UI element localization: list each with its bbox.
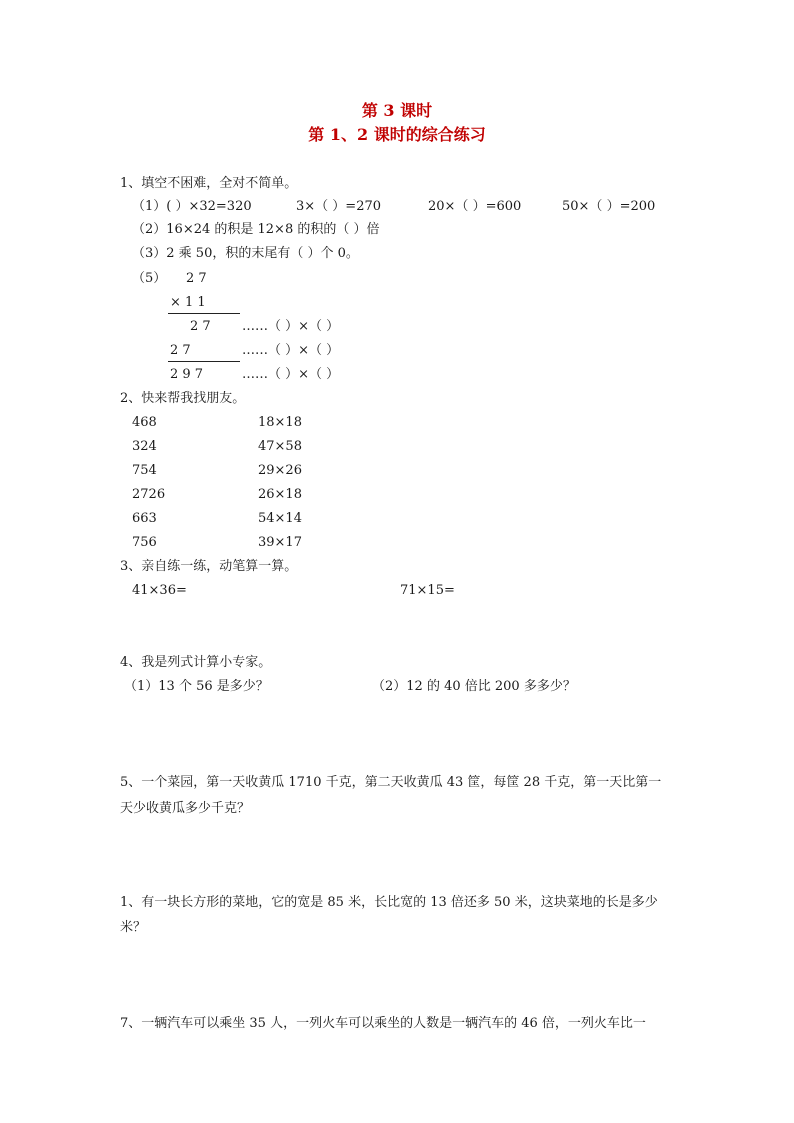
q1-item3: （3）2 乘 50，积的末尾有（ ）个 0。 <box>132 246 359 261</box>
q2-left-item: 468 <box>132 415 157 430</box>
q7-line1: 7、一辆汽车可以乘坐 35 人，一列火车可以乘坐的人数是一辆汽车的 46 倍，一列火车比一 <box>120 1016 646 1031</box>
q2-left-item: 324 <box>132 439 157 454</box>
q1-item1-a: （1）( ）×32=320 <box>132 199 252 214</box>
blank-row-1: ……（ ）×（ ） <box>242 319 340 334</box>
q1-item1-b: 3×（ ）=270 <box>296 199 382 214</box>
blank-row-2: ……（ ）×（ ） <box>242 343 340 358</box>
vertical-multiplicand: 2 7 <box>186 271 207 286</box>
q2-left-item: 756 <box>132 535 157 550</box>
q2-right-item: 18×18 <box>258 415 302 430</box>
q4-problem-b: （2）12 的 40 倍比 200 多多少？ <box>372 679 576 694</box>
q2-left-item: 754 <box>132 463 157 478</box>
vertical-divider-1 <box>168 313 240 314</box>
q2-heading: 2、快来帮我找朋友。 <box>120 391 246 406</box>
q4-problem-a: （1）13 个 56 是多少？ <box>124 679 269 694</box>
q6-line1: 1、有一块长方形的菜地，它的宽是 85 米，长比宽的 13 倍还多 50 米，这块菜地的长是多少 <box>120 895 658 910</box>
q1-heading: 1、填空不困难，全对不简单。 <box>120 176 298 191</box>
q1-item5-label: （5） <box>132 271 167 286</box>
q5-line1: 5、一个菜园，第一天收黄瓜 1710 千克，第二天收黄瓜 43 筐，每筐 28 千克，第一天比第一 <box>120 775 662 790</box>
q3-heading: 3、亲自练一练，动笔算一算。 <box>120 559 298 574</box>
final-product: 2 9 7 <box>170 367 204 382</box>
q2-left-item: 2726 <box>132 487 166 502</box>
q6-line2: 米？ <box>120 920 147 935</box>
q4-heading: 4、我是列式计算小专家。 <box>120 655 272 670</box>
q1-item2: （2）16×24 的积是 12×8 的积的（ ）倍 <box>132 222 380 237</box>
lesson-subtitle: 第 1、2 课时的综合练习 <box>308 125 486 144</box>
vertical-divider-2 <box>168 361 240 362</box>
q2-right-item: 29×26 <box>258 463 302 478</box>
q3-problem-a: 41×36= <box>132 583 187 598</box>
q5-line2: 天少收黄瓜多少千克？ <box>120 801 251 816</box>
q2-right-item: 54×14 <box>258 511 302 526</box>
lesson-title: 第 3 课时 <box>361 101 433 120</box>
q3-problem-b: 71×15= <box>400 583 455 598</box>
q1-item1-c: 20×（ ）=600 <box>428 199 522 214</box>
vertical-multiplier: × 1 1 <box>170 295 206 310</box>
blank-row-3: ……（ ）×（ ） <box>242 367 340 382</box>
q1-item1-d: 50×（ ）=200 <box>562 199 656 214</box>
partial-product-1: 2 7 <box>190 319 211 334</box>
q2-right-item: 47×58 <box>258 439 302 454</box>
q2-right-item: 39×17 <box>258 535 302 550</box>
partial-product-2: 2 7 <box>170 343 191 358</box>
q2-right-item: 26×18 <box>258 487 302 502</box>
q2-left-item: 663 <box>132 511 157 526</box>
